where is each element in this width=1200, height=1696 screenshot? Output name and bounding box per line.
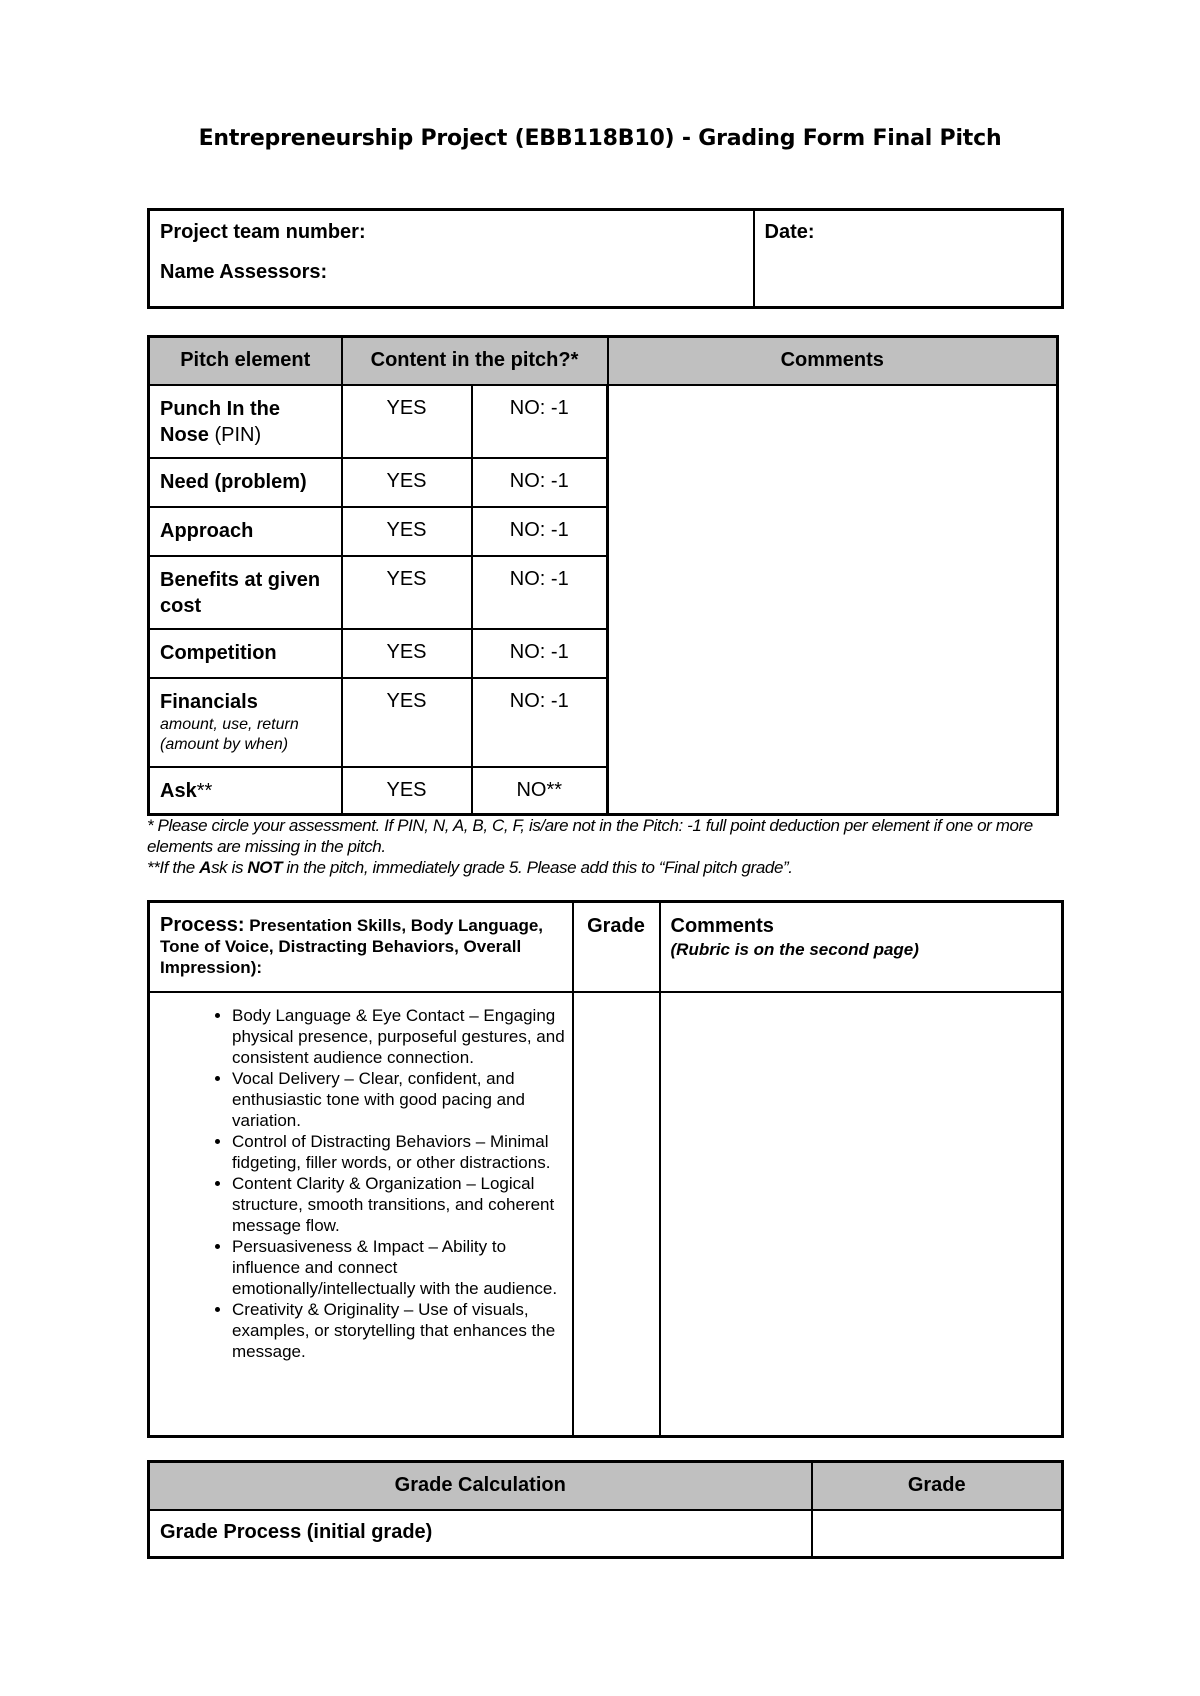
yes-option[interactable]: YES [342, 767, 472, 815]
pitch-table [147, 335, 1059, 816]
no-option[interactable]: NO** [472, 767, 608, 815]
grade-header: Grade [812, 1462, 1063, 1510]
no-option[interactable]: NO: -1 [472, 556, 608, 629]
date-cell[interactable] [754, 210, 1063, 308]
yes-option[interactable]: YES [342, 678, 472, 767]
no-option[interactable]: NO: -1 [472, 458, 608, 507]
no-option[interactable]: NO: -1 [472, 507, 608, 556]
pitch-element-label: Approach [149, 507, 342, 556]
assessors-label: Name Assessors: [160, 261, 328, 283]
info-table [147, 208, 1064, 309]
process-criteria-cell [149, 992, 573, 1437]
list-item: • Creativity & Originality – Use of visuals, examples, or storytelling that enhances the message. [232, 1299, 572, 1362]
no-option[interactable]: NO: -1 [472, 678, 608, 767]
date-label: Date: [764, 221, 815, 243]
team-number-label: Project team number: [160, 221, 366, 243]
yes-option[interactable]: YES [342, 507, 472, 556]
process-comments-cell[interactable] [660, 992, 1063, 1437]
yes-option[interactable]: YES [342, 556, 472, 629]
footnote-2: **If the Ask is NOT in the pitch, immediately grade 5. Please add this to “Final pitch grade”. [147, 858, 793, 877]
team-assessors-cell[interactable] [149, 210, 754, 308]
process-header: Process: Presentation Skills, Body Language, Tone of Voice, Distracting Behaviors, Overall Impression): [149, 902, 573, 992]
grade-calculation-header: Grade Calculation [149, 1462, 812, 1510]
list-item: • Content Clarity & Organization – Logical structure, smooth transitions, and coherent message flow. [232, 1173, 572, 1236]
process-grade-header: Grade [573, 902, 660, 992]
comments-header: Comments [608, 337, 1058, 385]
list-item: • Control of Distracting Behaviors – Minimal fidgeting, filler words, or other distractions. [232, 1131, 572, 1173]
grade-process-value[interactable] [812, 1510, 1063, 1558]
footnotes [147, 815, 1067, 878]
content-header: Content in the pitch?* [342, 337, 608, 385]
page-title: Entrepreneurship Project (EBB118B10) - Grading Form Final Pitch [198, 126, 1002, 151]
rubric-note: (Rubric is on the second page) [670, 940, 919, 959]
footnote-1: * Please circle your assessment. If PIN, N, A, B, C, F, is/are not in the Pitch: -1 full point deduction per element if one or more elements are missing in the pitch. [147, 816, 1033, 856]
no-option[interactable]: NO: -1 [472, 385, 608, 458]
grade-table [147, 1460, 1064, 1559]
pitch-element-header: Pitch element [149, 337, 342, 385]
pitch-element-label: Ask** [149, 767, 342, 815]
list-item: • Body Language & Eye Contact – Engaging physical presence, purposeful gestures, and consistent audience connection. [232, 1005, 572, 1068]
no-option[interactable]: NO: -1 [472, 629, 608, 678]
yes-option[interactable]: YES [342, 629, 472, 678]
pitch-element-label: Punch In the Nose (PIN) [149, 385, 342, 458]
yes-option[interactable]: YES [342, 458, 472, 507]
grade-process-label: Grade Process (initial grade) [149, 1510, 812, 1558]
financials-subtext: amount, use, return (amount by when) [160, 715, 299, 753]
list-item: • Persuasiveness & Impact – Ability to influence and connect emotionally/intellectually with the audience. [232, 1236, 572, 1299]
pitch-element-label: Benefits at given cost [149, 556, 342, 629]
pitch-element-label: Competition [149, 629, 342, 678]
process-grade-cell[interactable] [573, 992, 660, 1437]
pitch-comments-cell[interactable] [608, 385, 1058, 815]
pitch-element-label: Need (problem) [149, 458, 342, 507]
process-criteria-list [150, 1005, 572, 1362]
process-comments-header: Comments (Rubric is on the second page) [660, 902, 1063, 992]
pitch-element-label: Financials amount, use, return (amount by when) [149, 678, 342, 767]
yes-option[interactable]: YES [342, 385, 472, 458]
process-table [147, 900, 1064, 1438]
list-item: • Vocal Delivery – Clear, confident, and enthusiastic tone with good pacing and variation. [232, 1068, 572, 1131]
